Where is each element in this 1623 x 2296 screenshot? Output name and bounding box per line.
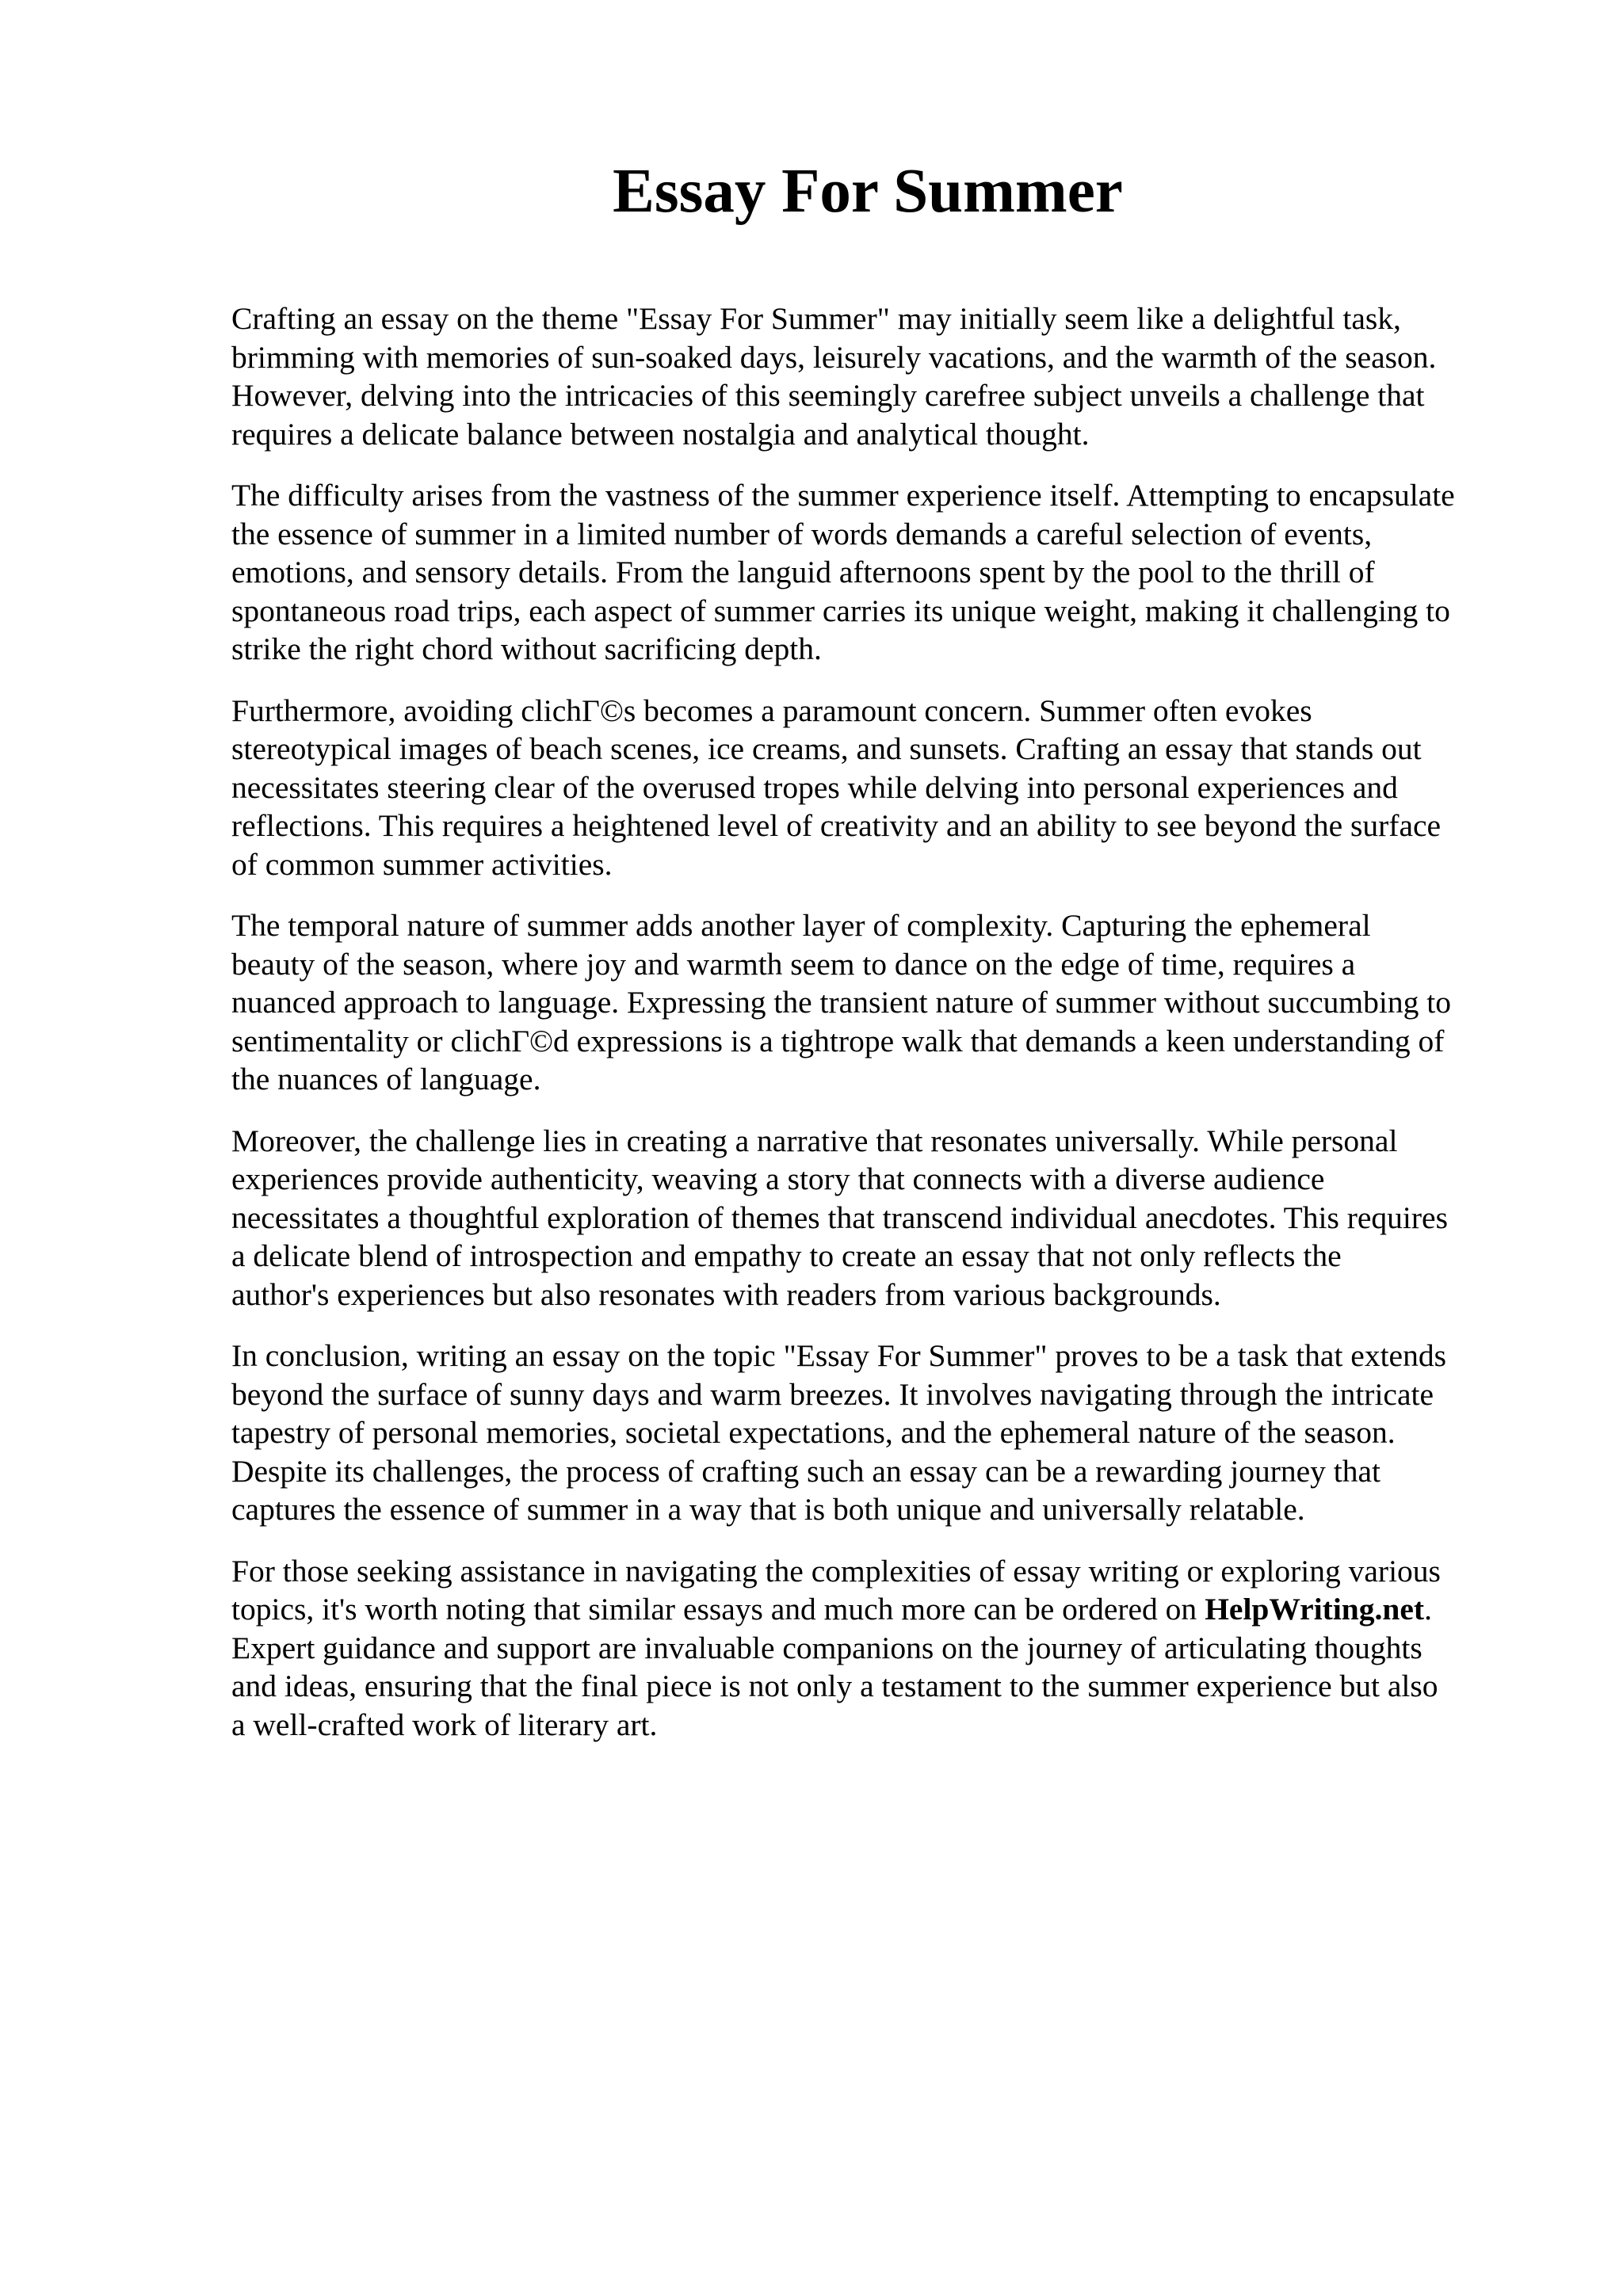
text-line: tapestry of personal memories, societal expectations, and the ephemeral nature of the season. bbox=[231, 1415, 1396, 1450]
text-line: Crafting an essay on the theme "Essay For Summer" may initially seem like a delightful task, bbox=[231, 301, 1401, 336]
paragraph-6 bbox=[231, 1337, 1531, 1529]
helpwriting-brand-text: HelpWriting.net bbox=[1205, 1592, 1425, 1627]
text-line: necessitates steering clear of the overused tropes while delving into personal experiences and bbox=[231, 769, 1398, 805]
paragraph-closing bbox=[231, 1552, 1531, 1745]
text-line: a delicate blend of introspection and empathy to create an essay that not only reflects the bbox=[231, 1238, 1342, 1273]
text-line: spontaneous road trips, each aspect of summer carries its unique weight, making it challenging to bbox=[231, 593, 1450, 628]
text-segment: topics, it's worth noting that similar essays and much more can be ordered on bbox=[231, 1592, 1197, 1627]
text-line: Moreover, the challenge lies in creating a narrative that resonates universally. While personal bbox=[231, 1123, 1398, 1158]
text-line: The temporal nature of summer adds another layer of complexity. Capturing the ephemeral bbox=[231, 908, 1371, 943]
text-line: beauty of the season, where joy and warmth seem to dance on the edge of time, requires a bbox=[231, 946, 1356, 982]
text-line: Furthermore, avoiding clichГ©s becomes a paramount concern. Summer often evokes bbox=[231, 692, 1312, 728]
text-line: In conclusion, writing an essay on the topic "Essay For Summer" proves to be a task that extends bbox=[231, 1338, 1446, 1373]
paragraph-4 bbox=[231, 906, 1531, 1099]
text-line: the nuances of language. bbox=[231, 1062, 541, 1097]
paragraph-3 bbox=[231, 692, 1531, 884]
text-line: and ideas, ensuring that the final piece is not only a testament to the summer experience but also bbox=[231, 1669, 1438, 1703]
text-line: For those seeking assistance in navigating the complexities of essay writing or exploring various bbox=[231, 1553, 1441, 1589]
text-line: Despite its challenges, the process of crafting such an essay can be a rewarding journey that bbox=[231, 1453, 1381, 1489]
text-segment: . bbox=[1424, 1592, 1432, 1627]
text-line: Expert guidance and support are invaluable companions on the journey of articulating thoughts bbox=[231, 1630, 1423, 1665]
text-line: brimming with memories of sun-soaked days, leisurely vacations, and the warmth of the season. bbox=[231, 339, 1437, 375]
text-line: captures the essence of summer in a way that is both unique and universally relatable. bbox=[231, 1492, 1305, 1527]
paragraph-1 bbox=[231, 299, 1531, 453]
page-title: Essay For Summer bbox=[613, 157, 1123, 226]
text-line: necessitates a thoughtful exploration of themes that transcend individual anecdotes. This requires bbox=[231, 1199, 1448, 1235]
text-line: emotions, and sensory details. From the languid afternoons spent by the pool to the thrill of bbox=[231, 555, 1375, 589]
text-line: of common summer activities. bbox=[231, 846, 613, 882]
text-line: the essence of summer in a limited number of words demands a careful selection of events, bbox=[231, 516, 1373, 551]
text-line: beyond the surface of sunny days and warm breezes. It involves navigating through the intricate bbox=[231, 1376, 1434, 1412]
paragraph-5 bbox=[231, 1122, 1531, 1314]
text-line: reflections. This requires a heightened level of creativity and an ability to see beyond the surface bbox=[231, 808, 1442, 843]
text-line: However, delving into the intricacies of this seemingly carefree subject unveils a challenge that bbox=[231, 378, 1425, 413]
paragraph-2 bbox=[231, 476, 1531, 669]
text-line: author's experiences but also resonates with readers from various backgrounds. bbox=[231, 1276, 1221, 1312]
text-line: sentimentality or clichГ©d expressions is a tightrope walk that demands a keen understanding of bbox=[231, 1023, 1445, 1058]
text-line: a well-crafted work of literary art. bbox=[231, 1707, 658, 1742]
text-line: requires a delicate balance between nostalgia and analytical thought. bbox=[231, 416, 1090, 452]
text-line-with-link bbox=[231, 1590, 1531, 1629]
essay-body bbox=[231, 299, 1531, 1767]
text-line: strike the right chord without sacrificing depth. bbox=[231, 631, 822, 666]
text-line: The difficulty arises from the vastness of the summer experience itself. Attempting to encapsulate bbox=[231, 478, 1455, 513]
text-line: stereotypical images of beach scenes, ice creams, and sunsets. Crafting an essay that stands out bbox=[231, 731, 1422, 766]
text-line: experiences provide authenticity, weaving a story that connects with a diverse audience bbox=[231, 1161, 1325, 1196]
text-line: nuanced approach to language. Expressing the transient nature of summer without succumbing to bbox=[231, 985, 1451, 1020]
